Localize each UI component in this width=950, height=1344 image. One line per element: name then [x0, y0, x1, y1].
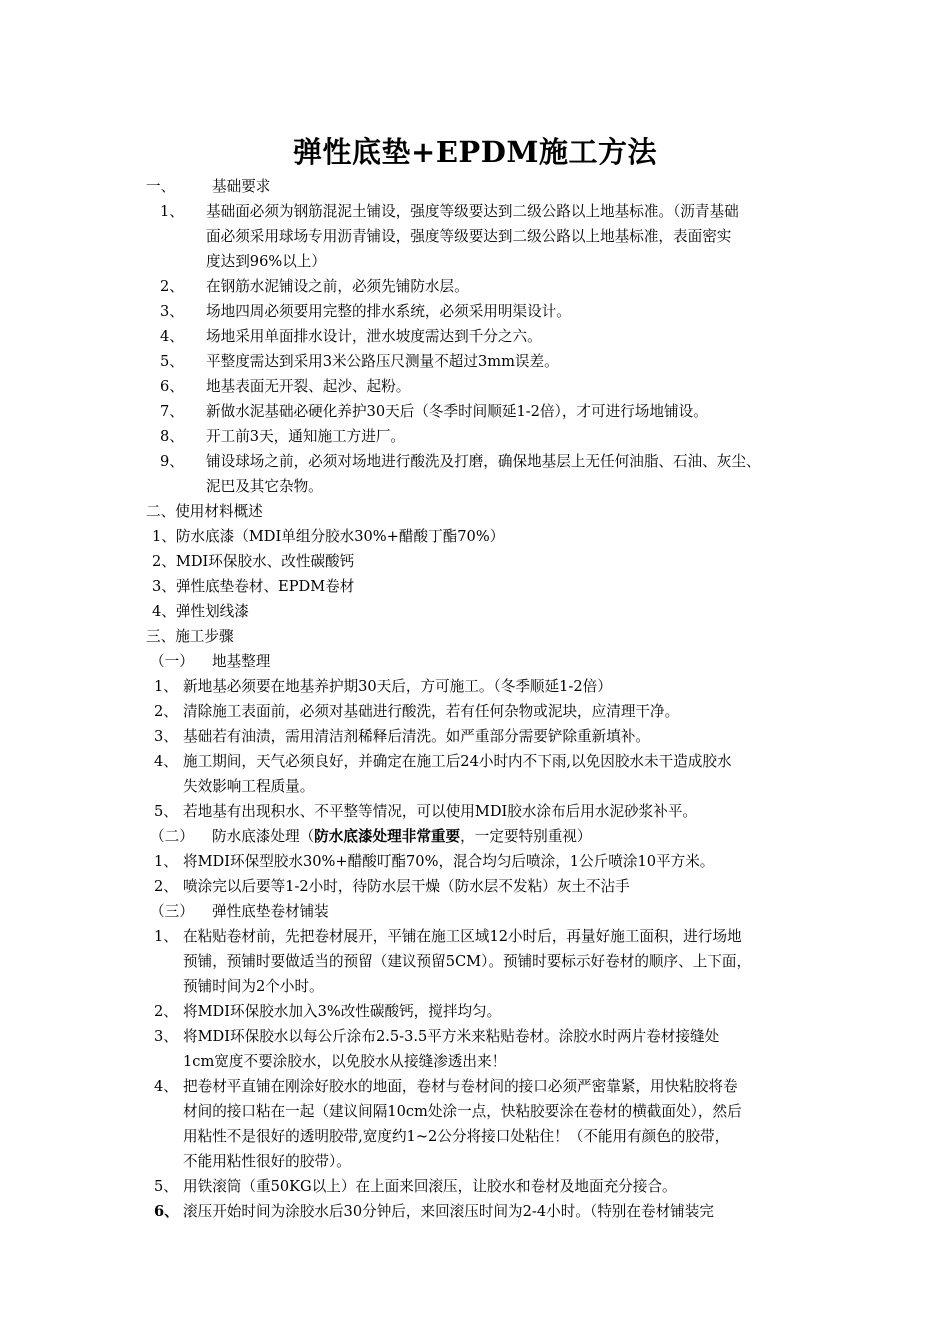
- list-item-number: 2、: [160, 278, 184, 295]
- list-item-number: 1、: [160, 203, 184, 220]
- list-item-text: 1cm宽度不要涂胶水，以免胶水从接缝渗透出来！: [183, 1053, 507, 1070]
- list-item-number: 5、: [154, 803, 178, 820]
- list-item-text: 不能用粘性很好的胶带）。: [183, 1153, 351, 1170]
- list-item-text: 度达到96%以上）: [206, 253, 326, 270]
- subsection-2-number: （二）: [150, 828, 194, 845]
- list-item-number: 5、: [160, 353, 184, 370]
- section-2-heading: 二、使用材料概述: [146, 503, 263, 520]
- list-item-number: 2、: [154, 878, 178, 895]
- material-item: 3、弹性底垫卷材、EPDM卷材: [152, 578, 355, 595]
- list-item-text: 清除施工表面前，必须对基础进行酸洗，若有任何杂物或泥块，应清理干净。: [183, 703, 680, 720]
- list-item-text: 预铺时间为2个小时。: [183, 978, 324, 995]
- list-item-text: 新地基必须要在地基养护期30天后，方可施工。（冬季顺延1-2倍）: [183, 678, 612, 695]
- list-item-number: 7、: [160, 403, 184, 420]
- section-1-number: 一、: [146, 178, 176, 195]
- list-item-number: 6、: [154, 1203, 179, 1220]
- list-item-number: 9、: [160, 453, 184, 470]
- list-item-text: 场地采用单面排水设计，泄水坡度需达到千分之六。: [206, 328, 542, 345]
- material-item: 4、弹性划线漆: [152, 603, 249, 620]
- subsection-3-number: （三）: [150, 903, 194, 920]
- list-item-text: 若地基有出现积水、不平整等情况，可以使用MDI胶水涂布后用水泥砂浆补平。: [183, 803, 698, 820]
- list-item-text: 铺设球场之前，必须对场地进行酸洗及打磨，确保地基层上无任何油脂、石油、灰尘、: [206, 453, 761, 470]
- subsection-1-number: （一）: [150, 653, 194, 670]
- list-item-number: 4、: [160, 328, 184, 345]
- list-item-text: 材间的接口粘在一起（建议间隔10cm处涂一点，快粘胶要涂在卷材的横截面处），然后: [183, 1103, 742, 1120]
- list-item-text: 施工期间，天气必须良好，并确定在施工后24小时内不下雨,以免因胶水未干造成胶水: [183, 753, 732, 770]
- list-item-text: 基础若有油渍，需用清洁剂稀释后清洗。如严重部分需要铲除重新填补。: [183, 728, 651, 745]
- list-item-text: 地基表面无开裂、起沙、起粉。: [206, 378, 411, 395]
- subsection-2-heading-post: ，一定要特别重视）: [460, 828, 592, 845]
- list-item-text: 喷涂完以后要等1-2小时，待防水层干燥（防水层不发粘）灰土不沾手: [183, 878, 630, 895]
- list-item-text: 在粘贴卷材前，先把卷材展开，平铺在施工区域12小时后，再量好施工面积，进行场地: [183, 928, 742, 945]
- subsection-1-heading: 地基整理: [212, 653, 271, 670]
- page-title: 弹性底垫+EPDM施工方法: [293, 135, 657, 169]
- list-item-text: 预铺，预铺时要做适当的预留（建议预留5CM）。预铺时要标示好卷材的顺序、上下面，: [183, 953, 752, 970]
- list-item-text: 失效影响工程质量。: [183, 778, 315, 795]
- list-item-text: 滚压开始时间为涂胶水后30分钟后，来回滚压时间为2-4小时。（特别在卷材铺装完: [183, 1203, 714, 1220]
- subsection-2-heading-emphasis: 防水底漆处理非常重要: [314, 828, 461, 845]
- list-item-number: 2、: [154, 1003, 178, 1020]
- subsection-3-heading: 弹性底垫卷材铺装: [212, 903, 329, 920]
- list-item-number: 4、: [154, 1078, 178, 1095]
- section-3-heading: 三、施工步骤: [146, 628, 234, 645]
- list-item-number: 3、: [160, 303, 184, 320]
- material-item: 1、防水底漆（MDI单组分胶水30%+醋酸丁酯70%）: [152, 528, 505, 545]
- list-item-number: 1、: [154, 853, 178, 870]
- section-1-heading: 基础要求: [212, 178, 271, 195]
- list-item-number: 6、: [160, 378, 184, 395]
- list-item-text: 新做水泥基础必硬化养护30天后（冬季时间顺延1-2倍），才可进行场地铺设。: [206, 403, 708, 420]
- list-item-text: 用铁滚筒（重50KG以上）在上面来回滚压，让胶水和卷材及地面充分接合。: [183, 1178, 677, 1195]
- list-item-text: 基础面必须为钢筋混泥土铺设，强度等级要达到二级公路以上地基标准。（沥青基础: [206, 203, 739, 220]
- list-item-text: 泥巴及其它杂物。: [206, 478, 323, 495]
- list-item-number: 3、: [154, 728, 178, 745]
- list-item-number: 5、: [154, 1178, 178, 1195]
- list-item-text: 面必须采用球场专用沥青铺设，强度等级要达到二级公路以上地基标准，表面密实: [206, 228, 732, 245]
- list-item-text: 在钢筋水泥铺设之前，必须先铺防水层。: [206, 278, 469, 295]
- list-item-text: 将MDI环保胶水以每公斤涂布2.5-3.5平方米来粘贴卷材。涂胶水时两片卷材接缝处: [183, 1028, 720, 1045]
- list-item-text: 将MDI环保胶水加入3%改性碳酸钙，搅拌均匀。: [183, 1003, 502, 1020]
- material-item: 2、MDI环保胶水、改性碳酸钙: [152, 553, 355, 570]
- list-item-text: 场地四周必须要用完整的排水系统，必须采用明渠设计。: [206, 303, 571, 320]
- list-item-text: 平整度需达到采用3米公路压尺测量不超过3mm误差。: [206, 353, 559, 370]
- list-item-number: 8、: [160, 428, 184, 445]
- list-item-text: 用粘性不是很好的透明胶带,宽度约1~2公分将接口处粘住！（不能用有颜色的胶带，: [183, 1128, 730, 1145]
- list-item-number: 1、: [154, 928, 178, 945]
- list-item-number: 3、: [154, 1028, 178, 1045]
- list-item-text: 把卷材平直铺在刚涂好胶水的地面，卷材与卷材间的接口必须严密靠紧，用快粘胶将卷: [183, 1078, 738, 1095]
- subsection-2-heading-pre: 防水底漆处理（: [212, 828, 315, 845]
- list-item-number: 1、: [154, 678, 178, 695]
- list-item-text: 开工前3天，通知施工方进厂。: [206, 428, 406, 445]
- subsection-2-heading: [212, 824, 591, 849]
- list-item-text: 将MDI环保型胶水30%+醋酸叮酯70%，混合均匀后喷涂，1公斤喷涂10平方米。: [183, 853, 715, 870]
- list-item-number: 4、: [154, 753, 178, 770]
- list-item-number: 2、: [154, 703, 178, 720]
